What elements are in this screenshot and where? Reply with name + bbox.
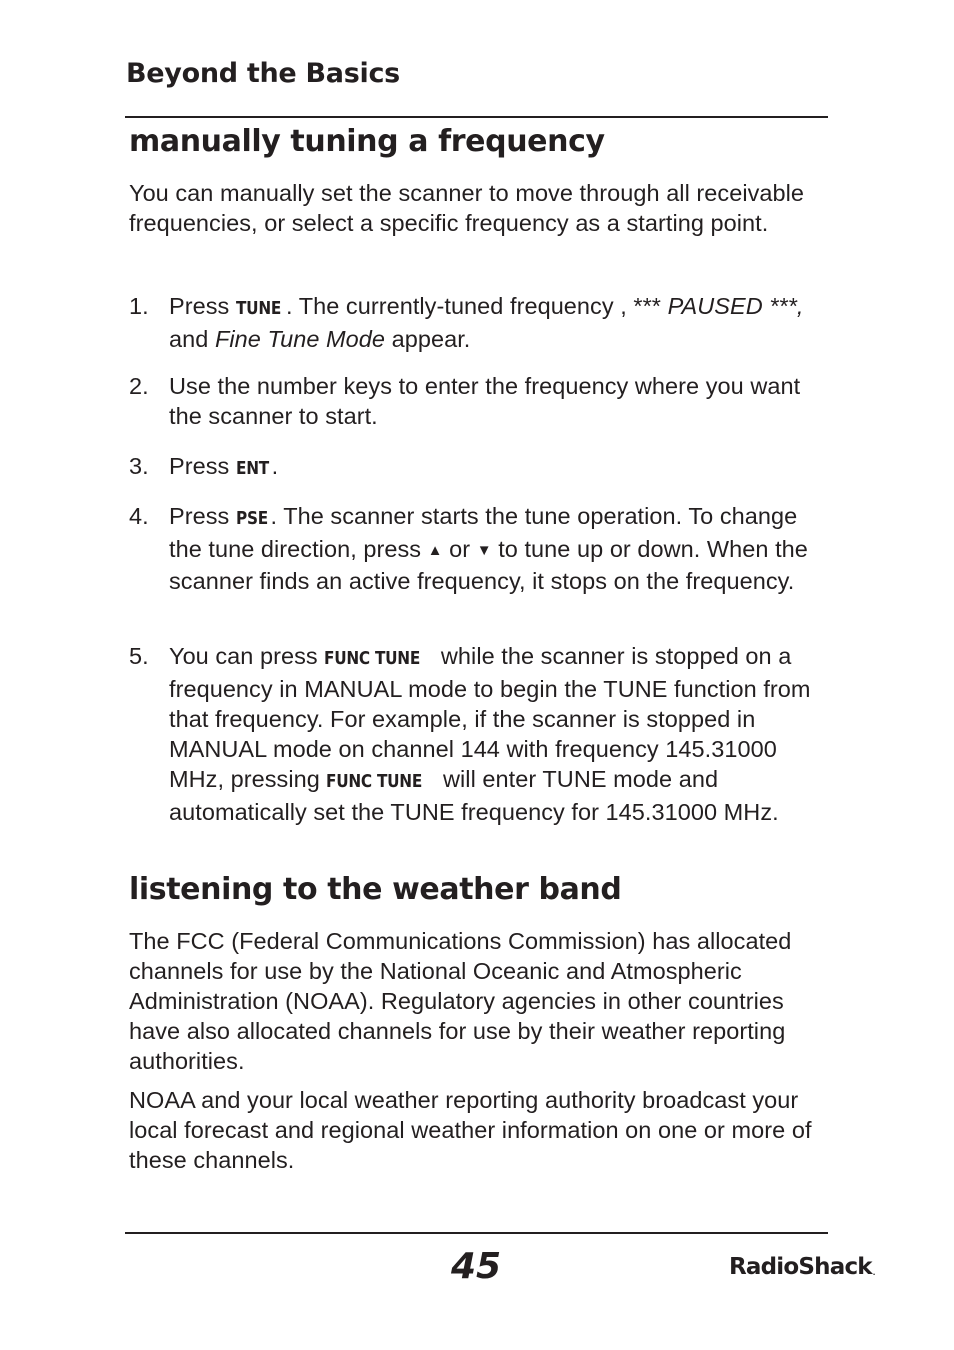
key-func-tune: FUNC TUNE [326,771,423,792]
weather-paragraph-1: The FCC (Federal Communications Commission) has allocated channels for use by the National Oceanic and Atmospheric Administration (NOAA). Regulatory agencies in other countries have also allocated channels for use by their weather reporting authorities. [129,928,792,1074]
step-text: Press TUNE . The currently-tuned frequency , *** PAUSED ***, and Fine Tune Mode appear. [169,293,804,352]
step-3 [129,451,829,484]
key-ent: ENT [235,458,269,479]
step-5 [129,641,829,827]
step-text: You can press FUNC TUNE while the scanner is stopped on a frequency in MANUAL mode to begin the TUNE function from that frequency. For example, if the scanner is stopped in MANUAL mode on channel 144 with frequency 145.31000 MHz, pressing FUNC TUNE will enter TUNE mode and automatically set the TUNE frequency for 145.31000 MHz. [169,643,811,825]
section-heading-weather-band: listening to the weather band [129,872,622,907]
page-number: 45 [450,1246,502,1287]
key-pse: PSE [235,508,268,529]
step-text: Use the number keys to enter the frequency where you want the scanner to start. [169,373,801,429]
running-header: Beyond the Basics [126,58,400,89]
step-number: 5. [129,643,149,669]
step-number: 4. [129,503,149,529]
step-number: 3. [129,453,149,479]
footer-rule [125,1232,828,1234]
radioshack-logo: RadioShack. [729,1254,876,1280]
step-text: Press ENT . [169,451,829,484]
step-number: 1. [129,293,149,319]
down-arrow-icon: ▼ [476,542,492,559]
section-heading-manual-tuning: manually tuning a frequency [129,124,605,159]
header-rule [125,116,828,118]
step-2 [129,371,829,431]
key-func-tune: FUNC TUNE [324,648,421,669]
up-arrow-icon: ▲ [427,542,443,559]
step-text: Press PSE . The scanner starts the tune operation. To change the tune direction, press ▲ or ▼ to tune up or down. When the scanner finds an active frequency, it stops on the frequency. [169,503,808,594]
weather-paragraph-2: NOAA and your local weather reporting authority broadcast your local forecast and regional weather information on one or more of these channels. [129,1087,812,1173]
manual-tuning-intro: You can manually set the scanner to move through all receivable frequencies, or select a specific frequency as a starting point. [129,180,805,236]
step-1 [129,291,829,354]
key-tune: TUNE [235,298,282,319]
step-number: 2. [129,373,149,399]
step-4 [129,501,829,596]
